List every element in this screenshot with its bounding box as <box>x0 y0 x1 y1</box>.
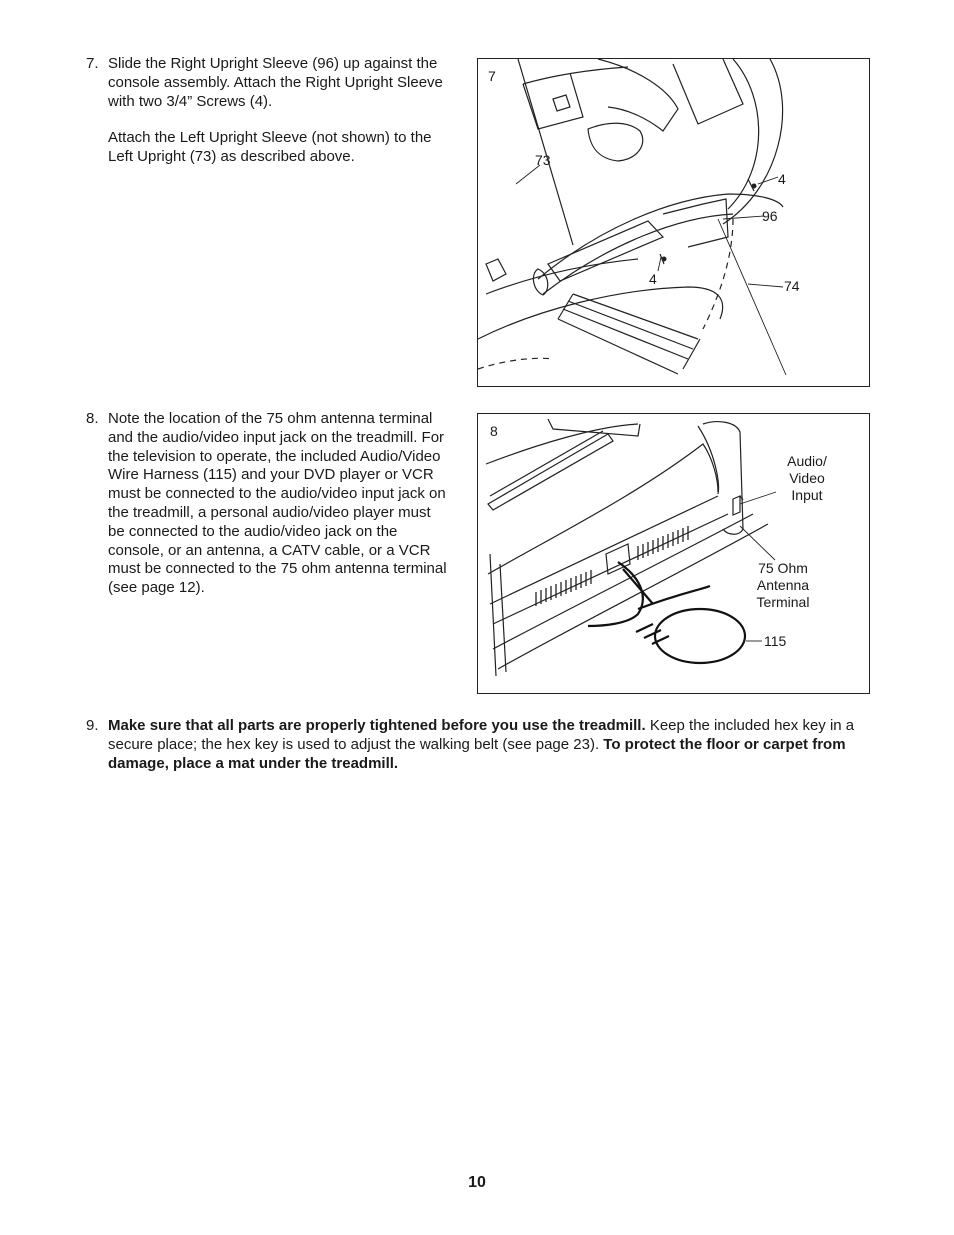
step-number: 9. <box>86 717 99 734</box>
warning-text: To protect the floor or carpet from damage, place a mat under the treadmill. <box>108 735 846 772</box>
callout-line: Audio/ <box>787 453 827 469</box>
callout-73: 73 <box>535 152 551 168</box>
figure-number: 8 <box>490 423 498 439</box>
body-text: Keep the included hex key in a secure place; the hex key is used to adjust the walking belt (see page 23). <box>108 717 855 753</box>
callout-line: 75 Ohm <box>758 560 808 576</box>
step-7-paragraph-2: Attach the Left Upright Sleeve (not shown) to the Left Upright (73) as described above. <box>108 129 432 166</box>
step-8-text: Note the location of the 75 ohm antenna terminal and the audio/video input jack on the treadmill. For the television to operate, the included Audio/Video Wire Harness (115) and your DVD player or VCR must be connected to the audio/video input jack on the treadmill, a personal audio/video player must be connected to the audio/video jack on the console, or an antenna, a CATV cable, or a VCR must be connected to the 75 ohm antenna terminal (see page 12). <box>108 410 447 597</box>
callout-line: Video <box>789 470 825 486</box>
callout-line: Terminal <box>756 594 810 610</box>
callout-leaders <box>516 165 786 375</box>
callout-4-top: 4 <box>778 171 786 187</box>
callout-96: 96 <box>762 208 778 224</box>
callout-audio-video-input <box>771 453 843 504</box>
callout-line: Antenna <box>756 577 810 593</box>
step-9-text <box>108 717 878 773</box>
page-number: 10 <box>468 1174 486 1191</box>
callout-115: 115 <box>764 633 787 649</box>
figure-number: 7 <box>488 68 496 84</box>
screw-icon <box>662 257 667 262</box>
step-text <box>108 55 453 167</box>
step-7-paragraph-1: Slide the Right Upright Sleeve (96) up against the console assembly. Attach the Right Upright Sleeve with two 3/4” Screws (4). <box>108 55 443 110</box>
figure-7 <box>477 58 870 387</box>
callout-antenna-terminal <box>743 560 823 611</box>
step-number: 7. <box>86 55 99 72</box>
figure-8 <box>477 413 870 694</box>
callout-74: 74 <box>784 278 800 294</box>
callout-4-bottom: 4 <box>649 271 657 287</box>
vent-slots <box>536 526 688 606</box>
warning-text: Make sure that all parts are properly tightened before you use the treadmill. <box>108 717 646 734</box>
figure-7-illustration <box>478 59 869 386</box>
screw-icon <box>752 184 757 189</box>
wire-harness-115 <box>588 562 745 663</box>
step-number: 8. <box>86 410 99 427</box>
callout-line: Input <box>791 487 823 503</box>
